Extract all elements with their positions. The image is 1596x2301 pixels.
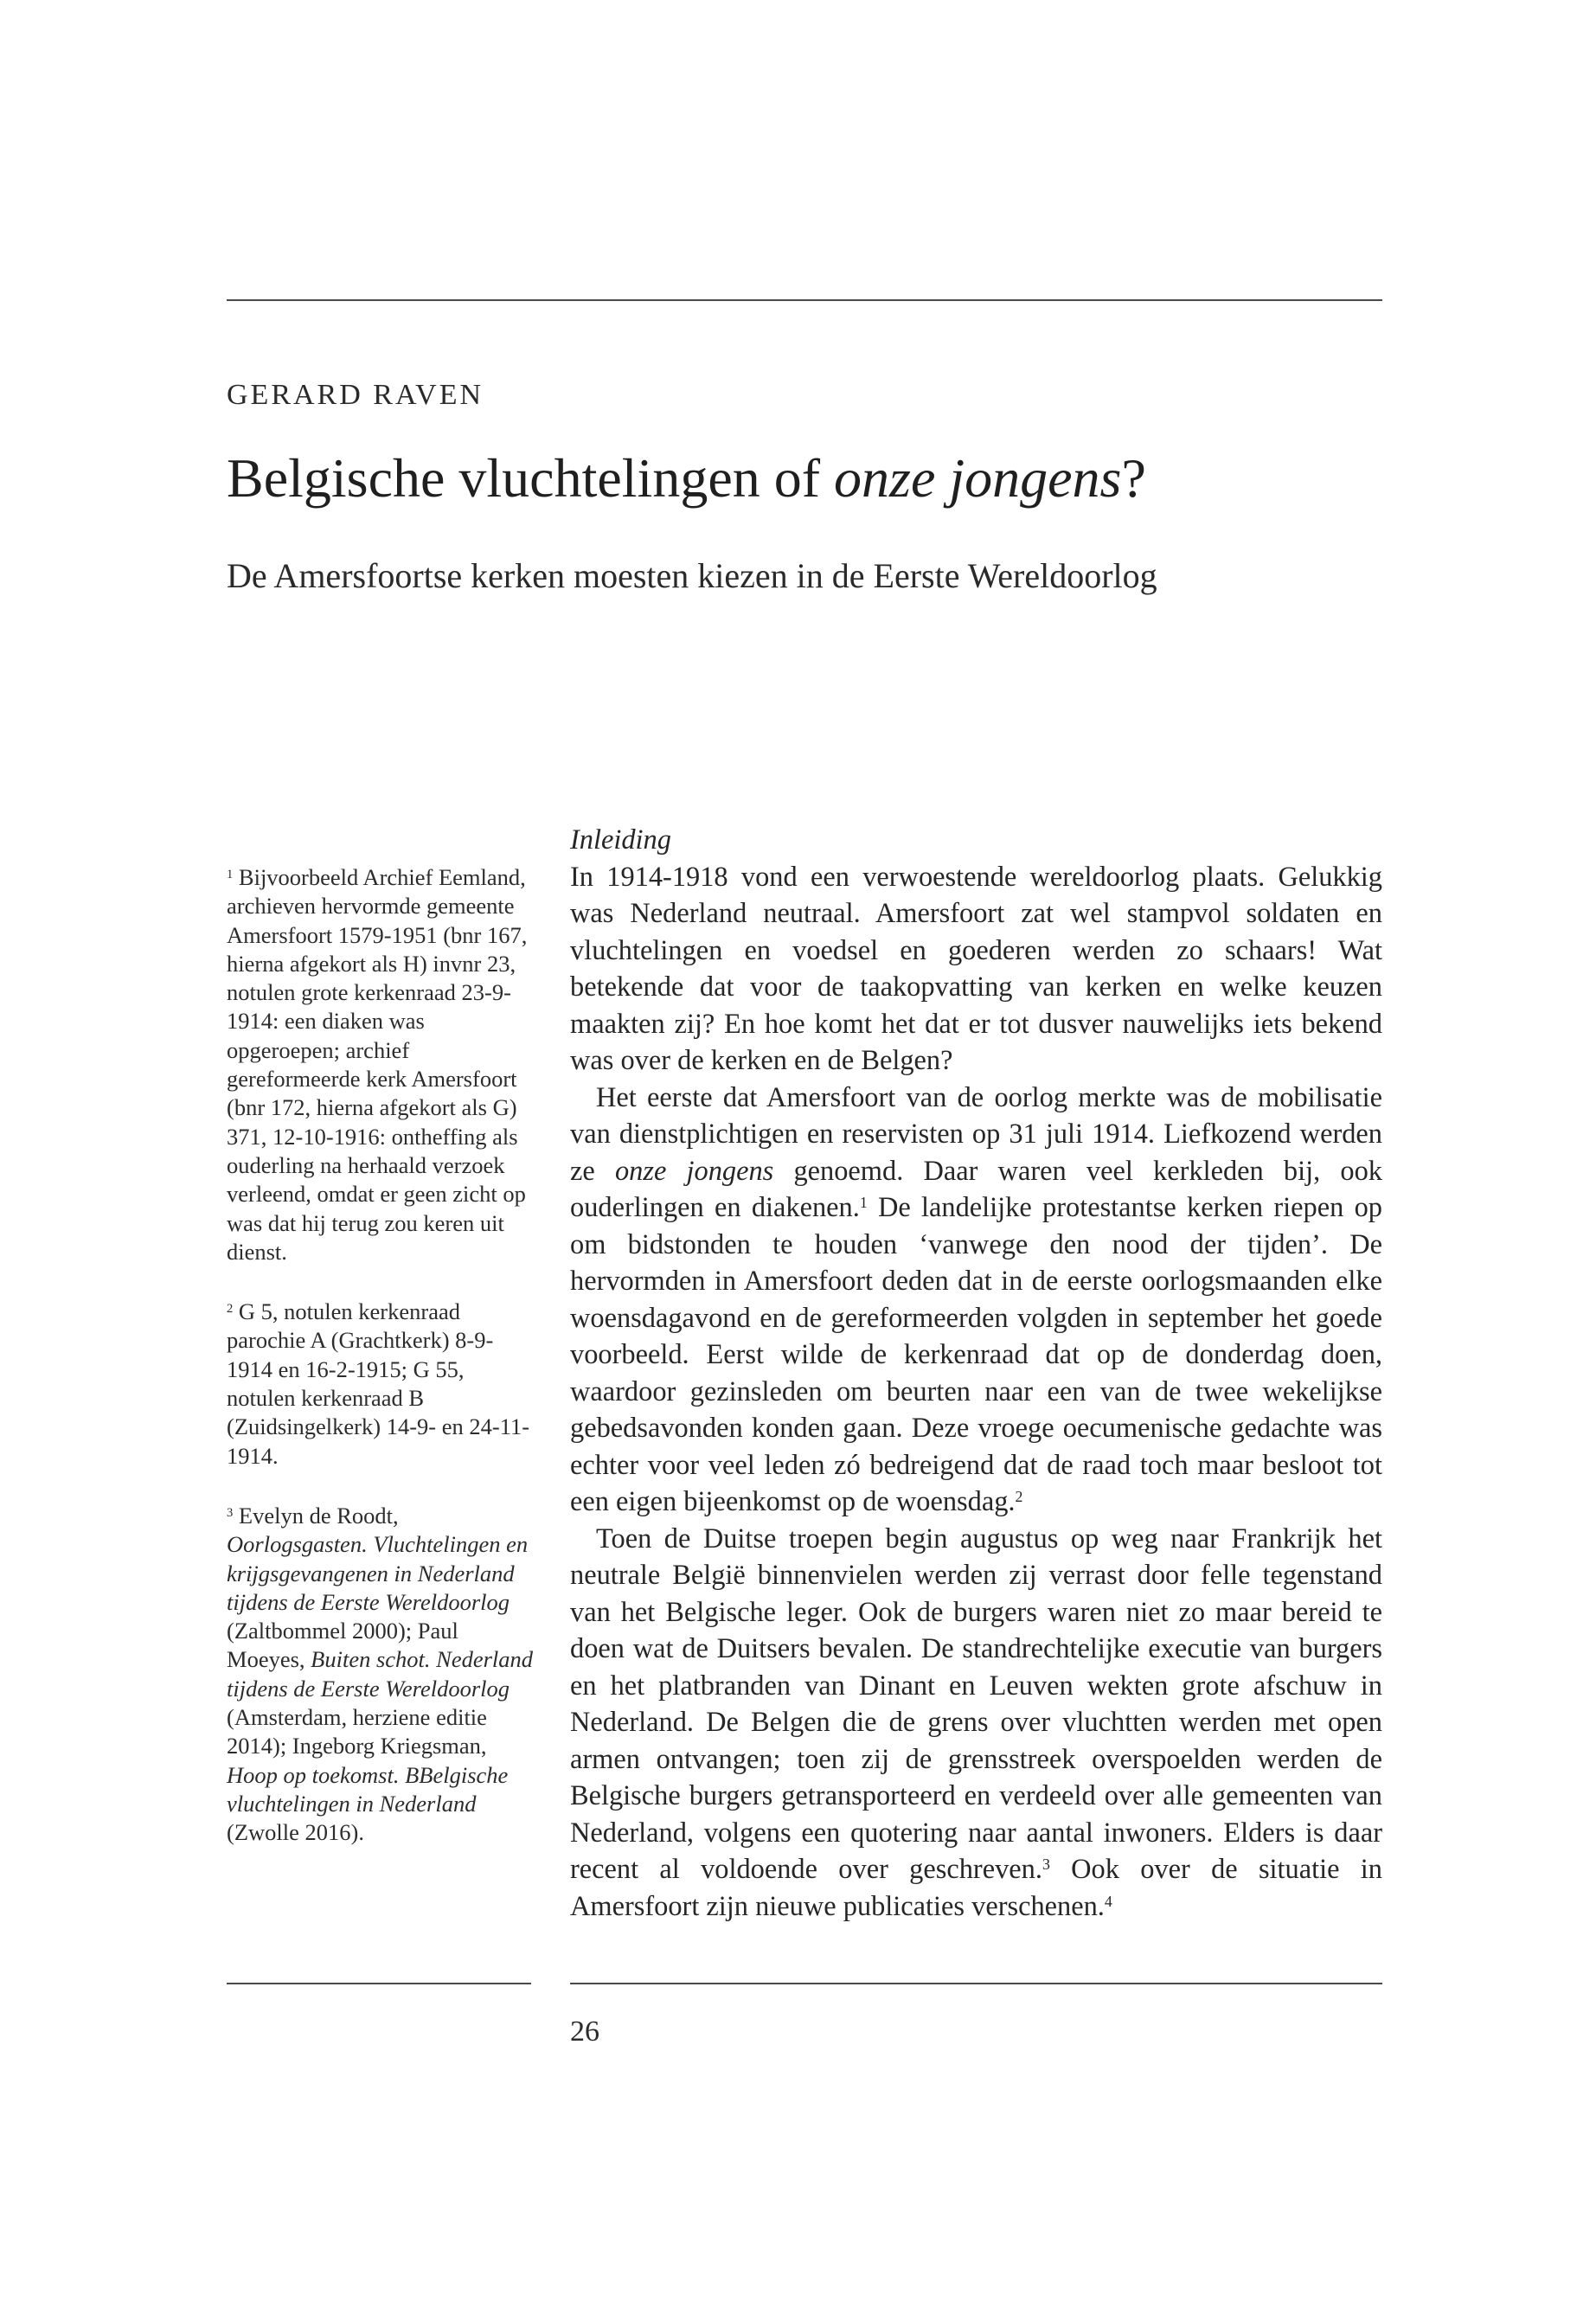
footnote-citation: Buiten schot. Nederland tijdens de Eerste Wereldoorlog [227, 1646, 534, 1702]
footnote-citation: Oorlogsgasten. Vluchtelingen en krijgsgevangenen in Nederland tijdens de Eerste Wereldoorlog [227, 1531, 529, 1615]
footnote-text: G 5, notulen kerkenraad parochie A (Grachtkerk) 8-9-1914 en 16-2-1915; G 55, notulen kerkenraad B (Zuidsingelkerk) 14-9- en 24-11-1914. [227, 1298, 530, 1469]
footnote-3 [227, 1502, 538, 1848]
footnote-1 [227, 863, 538, 1266]
title-italic: onze jongens [834, 447, 1122, 509]
paragraph-text: genoemd. Daar waren veel kerkleden bij, ook ouderlingen en diakenen. [570, 1155, 1383, 1223]
article-subtitle: De Amersfoortse kerken moesten kiezen in de Eerste Wereldoorlog [227, 556, 1157, 595]
title-main: Belgische vluchtelingen of [227, 447, 835, 509]
footnote-rule [227, 1983, 531, 1984]
footnote-text: Bijvoorbeeld Archief Eemland, archieven hervormde gemeente Amersfoort 1579-1951 (bnr 167, hierna afgekort als H) invnr 23, notulen grote kerkenraad 23-9-1914: een diaken was opgeroepen; archief gereformeerde kerk Amersfoort (bnr 172, hierna afgekort als G) 371, 12-10-1916: ontheffing als ouderling na herhaald verzoek verleend, omdat er geen zicht op was dat hij terug zou keren uit dienst. [227, 864, 528, 1265]
paragraph-text: Toen de Duitse troepen begin augustus op weg naar Frankrijk het neutrale België binnenvielen werden zij verrast door felle tegenstand van het Belgische leger. Ook de burgers waren niet zo maar bereid te doen wat de Duitsers bevalen. De standrechtelijke executie van burgers en het platbranden van Dinant en Leuven wekten grote afschuw in Nederland. De Belgen die de grens over vluchtten werden met open armen ontvangen; toen zij de grensstreek overspoelden werden de Belgische burgers getransporteerd en verdeeld over alle gemeenten van Nederland, volgens een quotering naar aantal inwoners. Elders is daar recent al voldoende over geschreven. [570, 1522, 1382, 1885]
top-rule [227, 299, 1382, 301]
footnote-ref: 2 [1015, 1488, 1023, 1506]
footnote-ref: 4 [1104, 1892, 1112, 1910]
footnote-ref: 3 [1042, 1856, 1050, 1874]
footnote-text: Evelyn de Roodt, [233, 1502, 399, 1529]
article-title [227, 448, 1146, 509]
paragraph-text: Het eerste dat Amersfoort van de oorlog merkte was de mobilisatie van dienstplichtigen en reservisten op 31 juli 1914. Liefkozend werden ze [570, 1081, 1382, 1187]
page-number: 26 [570, 2016, 599, 2048]
paragraph-text: Ook over de situatie in Amersfoort zijn nieuwe publicaties verschenen. [570, 1854, 1382, 1922]
paragraph-3 [570, 1521, 1382, 1926]
author-name: GERARD RAVEN [227, 379, 484, 411]
paragraph-2 [570, 1080, 1382, 1521]
footnote-2 [227, 1298, 538, 1471]
main-text-column [570, 822, 1382, 1925]
footnote-citation: Hoop op toekomst. BBelgische vluchtelingen in Nederland [227, 1761, 509, 1817]
emphasis: onze jongens [614, 1155, 774, 1187]
footnote-text: (Amsterdam, herziene editie 2014); Ingeborg Kriegsman, [227, 1704, 487, 1759]
title-end: ? [1121, 447, 1146, 509]
footnote-text: (Zaltbommel 2000); Paul Moeyes, [227, 1618, 458, 1673]
footnotes-column [227, 863, 538, 1879]
footnote-number: 3 [227, 1505, 234, 1520]
paragraph-text: De landelijke protestantse kerken riepen op om bidstonden te houden ‘vanwege den nood der tijden’. De hervormden in Amersfoort deden dat in de eerste oorlogsmaanden elke woensdagavond en de gereformeerden volgden in september het goede voorbeeld. Eerst wilde de kerkenraad dat op de donderdag doen, waardoor gezinsleden om beurten naar een van de twee wekelijkse gebedsavonden konden gaan. Deze vroege oecumenische gedachte was echter voor veel leden zó bedreigend dat de raad toch maar besloot tot een eigen bijeenkomst op de woensdag. [570, 1192, 1382, 1517]
bottom-rule [570, 1983, 1382, 1984]
section-heading: Inleiding [570, 824, 671, 856]
paragraph-1: In 1914-1918 vond een verwoestende wereldoorlog plaats. Gelukkig was Nederland neutraal. Amersfoort zat wel stampvol soldaten en vluchtelingen en voedsel en goederen werden zo schaars! Wat betekende dat voor de taakopvatting van kerken en welke keuzen maakten zij? En hoe komt het dat er tot dusver nauwelijks iets bekend was over de kerken en de Belgen? [570, 861, 1382, 1076]
footnote-text: (Zwolle 2016). [227, 1819, 364, 1846]
footnote-number: 2 [227, 1302, 234, 1317]
footnote-number: 1 [227, 867, 234, 881]
footnote-ref: 1 [859, 1194, 868, 1212]
